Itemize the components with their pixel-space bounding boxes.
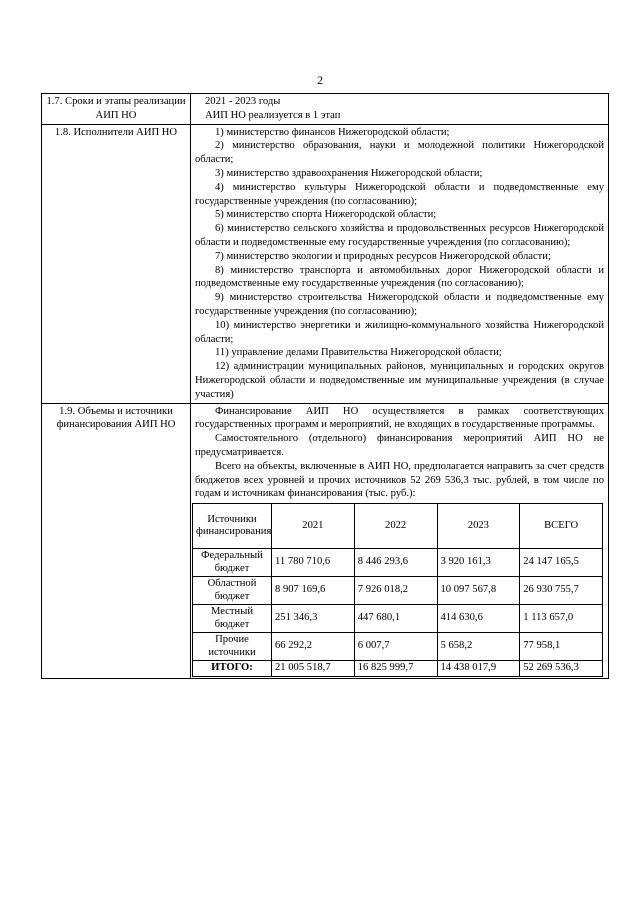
value-cell: 10 097 567,8: [437, 577, 520, 605]
page-number: 2: [317, 73, 323, 87]
section-1-7-content: [191, 94, 609, 125]
column-header: 2023: [437, 504, 520, 549]
value-cell: 447 680,1: [354, 605, 437, 633]
table-row: [193, 549, 603, 577]
value-cell: 7 926 018,2: [354, 577, 437, 605]
column-header: ВСЕГО: [520, 504, 603, 549]
executor-item: 8) министерство транспорта и автомобильных дорог Нижегородской области и подведомственные ему государственные учреждения (по согласованию);: [195, 264, 604, 290]
executor-item: 7) министерство экологии и природных ресурсов Нижегородской области;: [215, 250, 551, 262]
value-cell: 1 113 657,0: [520, 605, 603, 633]
period-text: 2021 - 2023 годы: [205, 96, 281, 107]
financing-header-row: [193, 504, 603, 549]
total-label: ИТОГО:: [193, 661, 272, 677]
total-value: 21 005 518,7: [272, 661, 355, 677]
value-cell: 11 780 710,6: [272, 549, 355, 577]
value-cell: 251 346,3: [272, 605, 355, 633]
section-1-7-label: 1.7. Сроки и этапы реализации АИП НО: [42, 94, 191, 125]
financing-paragraph: Самостоятельного (отдельного) финансирования мероприятий АИП НО не предусматривается.: [195, 433, 604, 458]
value-cell: 66 292,2: [272, 633, 355, 661]
table-row: [193, 577, 603, 605]
financing-paragraph: Всего на объекты, включенные в АИП НО, предполагается направить за счет средств бюджетов всех уровней и прочих источников 52 269 536,3 тыс. рублей, в том числе по годам и источникам финансирования (тыс. руб.):: [195, 460, 604, 500]
source-cell: Местный бюджет: [193, 605, 272, 633]
table-row: [193, 633, 603, 661]
executor-item: 3) министерство здравоохранения Нижегородской области;: [215, 167, 483, 179]
passport-table: [41, 93, 609, 679]
executor-item: 5) министерство спорта Нижегородской области;: [215, 209, 437, 221]
section-1-9-row: [42, 403, 609, 679]
value-cell: 414 630,6: [437, 605, 520, 633]
column-header: 2021: [272, 504, 355, 549]
executor-item: 4) министерство культуры Нижегородской области и подведомственные ему государственные учреждения (по согласованию);: [195, 181, 604, 207]
executor-item: 10) министерство энергетики и жилищно-коммунального хозяйства Нижегородской области;: [195, 319, 604, 345]
source-cell: Прочие источники: [193, 633, 272, 661]
financing-table: [192, 503, 603, 677]
section-1-9-label: 1.9. Объемы и источники финансирования АИП НО: [42, 403, 191, 679]
column-header: 2022: [354, 504, 437, 549]
source-cell: Федеральный бюджет: [193, 549, 272, 577]
value-cell: 8 907 169,6: [272, 577, 355, 605]
section-1-7-row: [42, 94, 609, 125]
value-cell: 6 007,7: [354, 633, 437, 661]
section-1-8-label: 1.8. Исполнители АИП НО: [42, 124, 191, 403]
executor-item: 6) министерство сельского хозяйства и продовольственных ресурсов Нижегородской области и подведомственные ему государственные учреждения (по согласованию);: [195, 223, 604, 248]
executor-item: 9) министерство строительства Нижегородской области и подведомственные ему государственные учреждения (по согласованию);: [195, 292, 604, 317]
value-cell: 8 446 293,6: [354, 549, 437, 577]
section-1-8-row: [42, 124, 609, 403]
section-1-9-content: [191, 403, 609, 679]
value-cell: 77 958,1: [520, 633, 603, 661]
executor-item: 11) управление делами Правительства Нижегородской области;: [215, 347, 502, 359]
total-value: 52 269 536,3: [520, 661, 603, 677]
financing-paragraph: Финансирование АИП НО осуществляется в рамках соответствующих государственных программ и мероприятий, не входящих в государственные программы.: [195, 405, 604, 431]
table-row: [193, 605, 603, 633]
executor-item: 12) администрации муниципальных районов, муниципальных и городских округов Нижегородской области и подведомственные им муниципальные учреждения (в случае участия): [195, 361, 604, 400]
total-row: [193, 661, 603, 677]
total-value: 14 438 017,9: [437, 661, 520, 677]
executor-item: 2) министерство образования, науки и молодежной политики Нижегородской области;: [195, 140, 604, 166]
value-cell: 5 658,2: [437, 633, 520, 661]
source-cell: Областной бюджет: [193, 577, 272, 605]
stage-text: АИП НО реализуется в 1 этап: [205, 109, 341, 121]
executors-list: [191, 124, 609, 403]
executor-item: 1) министерство финансов Нижегородской области;: [215, 126, 450, 138]
value-cell: 3 920 161,3: [437, 549, 520, 577]
value-cell: 26 930 755,7: [520, 577, 603, 605]
total-value: 16 825 999,7: [354, 661, 437, 677]
value-cell: 24 147 165,5: [520, 549, 603, 577]
column-header: Источники финансирования: [193, 504, 272, 549]
